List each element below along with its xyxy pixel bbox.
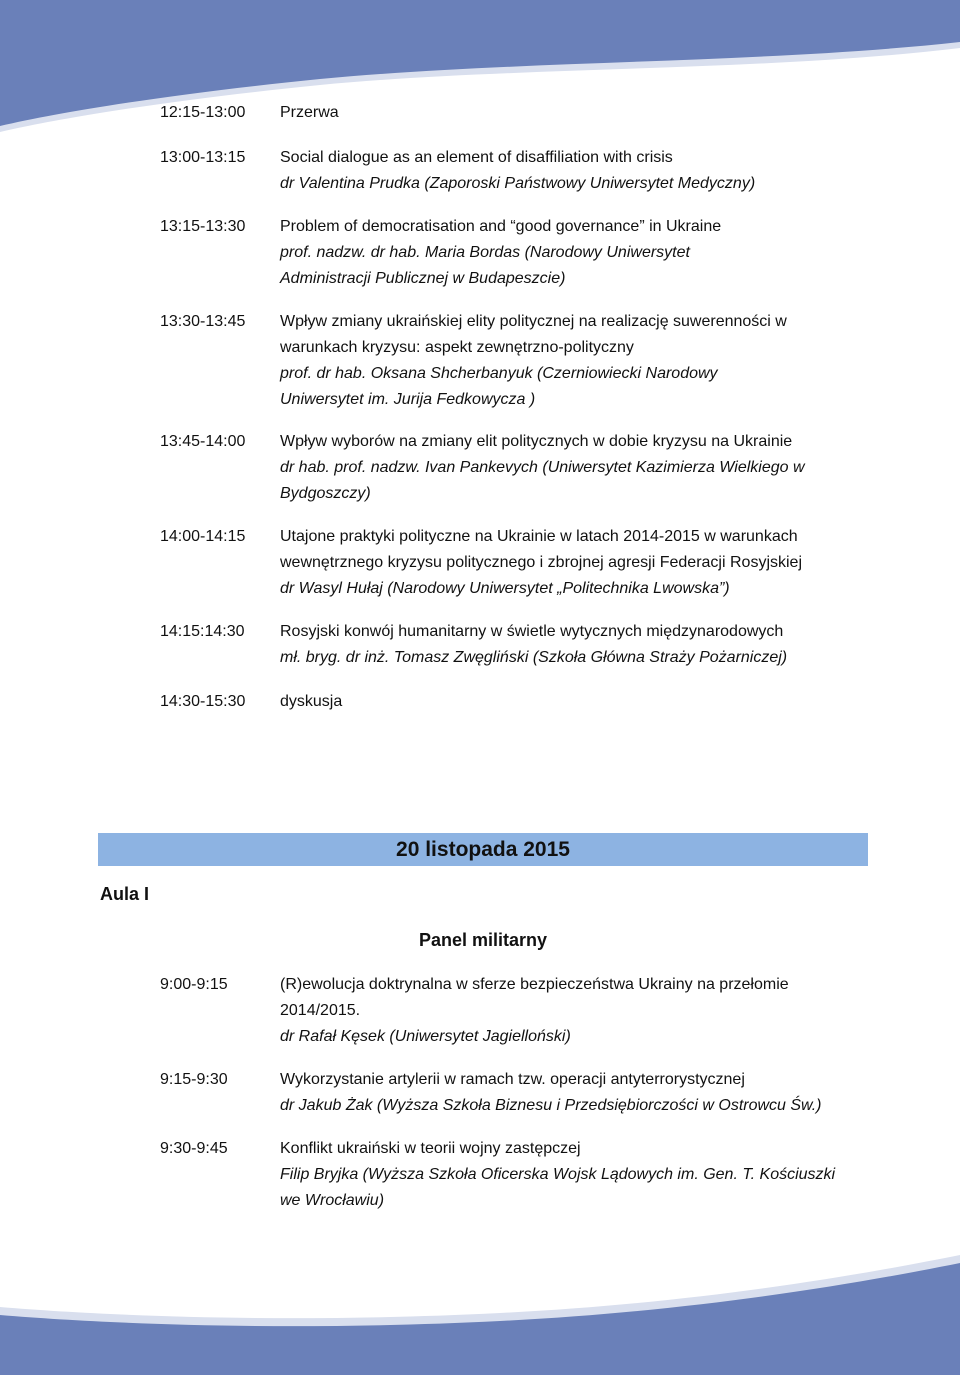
talk-details — [280, 429, 860, 507]
time-slot: 13:00-13:15 — [160, 149, 246, 166]
panel-title: Panel militarny — [418, 930, 548, 950]
speaker-affiliation: dr Rafał Kęsek (Uniwersytet Jagielloński) — [280, 1028, 571, 1045]
speaker-affiliation: prof. nadzw. dr hab. Maria Bordas (Narodowy Uniwersytet — [280, 244, 690, 261]
speaker-affiliation: Filip Bryjka (Wyższa Szkoła Oficerska Wojsk Lądowych im. Gen. T. Kościuszki — [280, 1166, 836, 1183]
time-slot: 9:15-9:30 — [160, 1071, 228, 1088]
schedule-row — [160, 214, 860, 292]
schedule-row — [160, 524, 860, 602]
talk-details — [280, 1067, 860, 1119]
talk-title: Konflikt ukraiński w teorii wojny zastępczej — [280, 1140, 581, 1157]
time-slot: 9:30-9:45 — [160, 1140, 228, 1157]
speaker-affiliation: Administracji Publicznej w Budapeszcie) — [280, 270, 566, 287]
schedule-row — [160, 1067, 860, 1119]
talk-details — [280, 619, 860, 671]
schedule-row — [160, 689, 860, 715]
room-label: Aula I — [100, 884, 150, 904]
talk-title: Wpływ wyborów na zmiany elit politycznych w dobie kryzysu na Ukrainie — [280, 433, 793, 450]
talk-details — [280, 145, 860, 197]
time-slot: 12:15-13:00 — [160, 104, 246, 121]
talk-details — [280, 309, 860, 413]
schedule-row — [160, 619, 860, 671]
talk-details — [280, 214, 860, 292]
talk-title: (R)ewolucja doktrynalna w sferze bezpieczeństwa Ukrainy na przełomie — [280, 976, 789, 993]
talk-title: wewnętrznego kryzysu politycznego i zbrojnej agresji Federacji Rosyjskiej — [280, 554, 802, 571]
time-slot: 13:45-14:00 — [160, 433, 246, 450]
speaker-affiliation: mł. bryg. dr inż. Tomasz Zwęgliński (Szkoła Główna Straży Pożarniczej) — [280, 649, 788, 666]
day-header-text: 20 listopada 2015 — [396, 837, 570, 861]
time-slot: 14:30-15:30 — [160, 693, 246, 710]
talk-title: warunkach kryzysu: aspekt zewnętrzno-polityczny — [280, 339, 634, 356]
speaker-affiliation: dr hab. prof. nadzw. Ivan Pankevych (Uniwersytet Kazimierza Wielkiego w — [280, 459, 805, 476]
speaker-affiliation: Bydgoszczy) — [280, 485, 371, 502]
talk-details — [280, 689, 860, 715]
talk-details — [280, 524, 860, 602]
top-wave-decoration — [0, 0, 960, 150]
schedule-row — [160, 145, 860, 197]
schedule-row — [160, 972, 860, 1050]
schedule-row — [160, 1136, 860, 1214]
talk-title: Social dialogue as an element of disaffiliation with crisis — [280, 149, 673, 166]
talk-details — [280, 1136, 860, 1214]
schedule-row — [160, 309, 860, 413]
discussion-label: dyskusja — [280, 693, 343, 710]
talk-title: Rosyjski konwój humanitarny w świetle wytycznych międzynarodowych — [280, 623, 784, 640]
speaker-affiliation: Uniwersytet im. Jurija Fedkowycza ) — [280, 391, 536, 408]
speaker-affiliation: prof. dr hab. Oksana Shcherbanyuk (Czerniowiecki Narodowy — [280, 365, 718, 382]
time-slot: 14:15:14:30 — [160, 623, 245, 640]
time-slot: 13:30-13:45 — [160, 313, 246, 330]
speaker-affiliation: we Wrocławiu) — [280, 1192, 385, 1209]
talk-title: Utajone praktyki polityczne na Ukrainie w latach 2014-2015 w warunkach — [280, 528, 798, 545]
talk-title: Problem of democratisation and “good governance” in Ukraine — [280, 218, 722, 235]
time-slot: 14:00-14:15 — [160, 528, 246, 545]
bottom-wave-decoration — [0, 1255, 960, 1375]
break-label: Przerwa — [280, 104, 339, 121]
speaker-affiliation: dr Jakub Żak (Wyższa Szkoła Biznesu i Przedsiębiorczości w Ostrowcu Św.) — [280, 1097, 822, 1114]
talk-details — [280, 972, 860, 1050]
talk-title: Wykorzystanie artylerii w ramach tzw. operacji antyterrorystycznej — [280, 1071, 745, 1088]
schedule-row — [160, 429, 860, 507]
speaker-affiliation: dr Valentina Prudka (Zaporoski Państwowy Uniwersytet Medyczny) — [280, 175, 756, 192]
talk-title: Wpływ zmiany ukraińskiej elity politycznej na realizację suwerenności w — [280, 313, 787, 330]
time-slot: 9:00-9:15 — [160, 976, 228, 993]
time-slot: 13:15-13:30 — [160, 218, 246, 235]
day-header — [98, 833, 868, 866]
talk-details — [280, 100, 860, 126]
talk-title: 2014/2015. — [280, 1002, 361, 1019]
schedule-row — [160, 100, 860, 126]
speaker-affiliation: dr Wasyl Hułaj (Narodowy Uniwersytet „Politechnika Lwowska”) — [280, 580, 730, 597]
